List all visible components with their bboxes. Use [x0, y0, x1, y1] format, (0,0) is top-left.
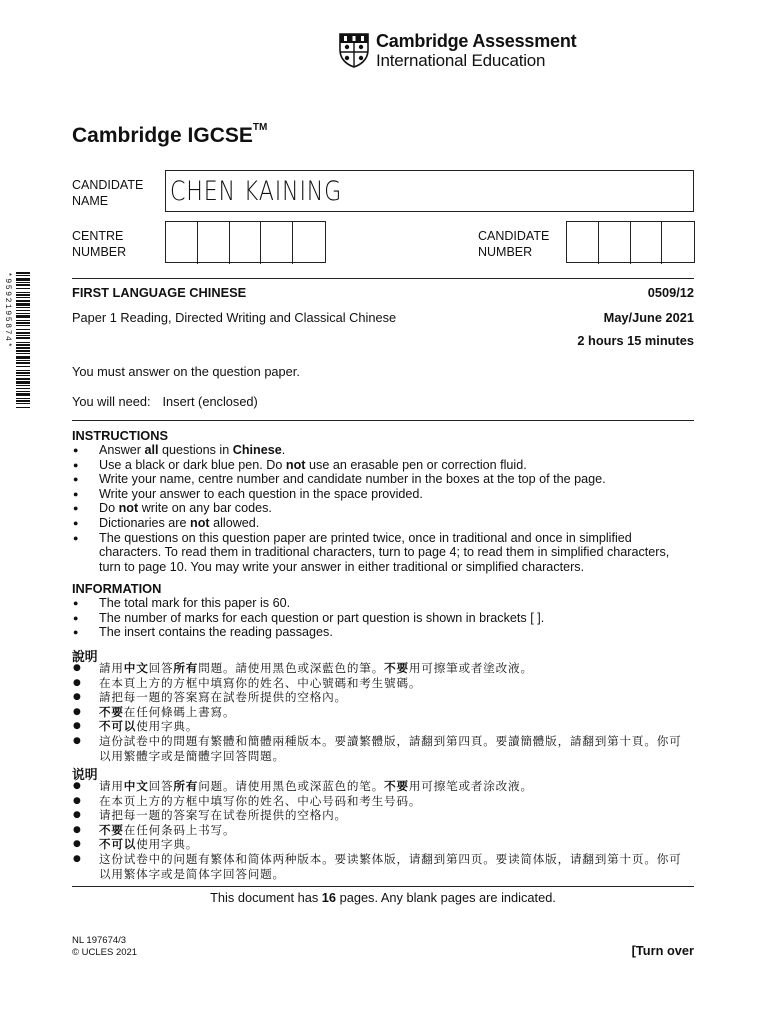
barcode-number: *9592195874* [3, 272, 12, 349]
centre-number-label: CENTRE NUMBER [72, 229, 127, 259]
information-list [72, 596, 694, 640]
trademark-mark: TM [252, 122, 268, 133]
logo-subtitle: International Education [376, 51, 546, 70]
list-item: ● Dictionaries are not allowed. [72, 516, 694, 531]
document-reference: NL 197674/3 [72, 935, 127, 946]
paper-code: 0509/12 [647, 285, 694, 300]
list-item: ● 請把每一題的答案寫在試卷所提供的空格內。 [72, 690, 688, 705]
candidate-name-label: CANDIDATE NAME [72, 178, 144, 208]
list-item: ● Write your answer to each question in the space provided. [72, 487, 694, 502]
candidate-number-label: CANDIDATE NUMBER [478, 229, 550, 259]
list-item: ● 请用中文回答所有问题。请使用黑色或深蓝色的笔。不要用可擦笔或者涂改液。 [72, 779, 688, 794]
cambridge-crest-icon [338, 32, 370, 68]
answer-note: You must answer on the question paper. [72, 364, 300, 379]
list-item: ● 不可以使用字典。 [72, 719, 688, 734]
list-item: ● 这份试卷中的问题有繁体和简体两种版本。要读繁体版，请翻到第四页。要读简体版，请翻到第十页。你可以用繁体字或是简体字回答问题。 [72, 852, 688, 881]
traditional-instructions-list [72, 661, 688, 763]
candidate-number-box[interactable] [631, 222, 663, 264]
turn-over-note: [Turn over [631, 943, 694, 958]
list-item: ● The total mark for this paper is 60. [72, 596, 694, 611]
candidate-number-box[interactable] [599, 222, 631, 264]
list-item: ● 不要在任何条码上书写。 [72, 823, 688, 838]
candidate-name-field[interactable] [165, 170, 694, 212]
centre-number-box[interactable] [230, 222, 262, 264]
information-heading: INFORMATION [72, 581, 162, 596]
centre-number-box[interactable] [166, 222, 198, 264]
list-item: ● 不可以使用字典。 [72, 837, 688, 852]
divider [72, 420, 694, 421]
qualification-title: Cambridge IGCSE™ [72, 122, 268, 147]
list-item: ● The number of marks for each question or part question is shown in brackets [ ]. [72, 611, 694, 626]
simplified-instructions-list [72, 779, 688, 881]
centre-number-box[interactable] [293, 222, 325, 264]
candidate-number-box[interactable] [567, 222, 599, 264]
exam-duration: 2 hours 15 minutes [577, 333, 694, 348]
logo-title: Cambridge Assessment [376, 31, 577, 51]
list-item: ● 在本頁上方的方框中填寫你的姓名、中心號碼和考生號碼。 [72, 676, 688, 691]
candidate-number-boxes[interactable] [566, 221, 695, 263]
exam-session: May/June 2021 [603, 310, 694, 325]
list-item: ● Do not write on any bar codes. [72, 501, 694, 516]
list-item: ● 请把每一题的答案写在试卷所提供的空格内。 [72, 808, 688, 823]
list-item: ● Use a black or dark blue pen. Do not use an erasable pen or correction fluid. [72, 458, 694, 473]
simplified-heading: 说明 [72, 768, 98, 783]
instructions-heading: INSTRUCTIONS [72, 428, 168, 443]
materials-note: You will need: Insert (enclosed) [72, 394, 258, 409]
list-item: ● The insert contains the reading passages. [72, 625, 694, 640]
divider [72, 278, 694, 279]
page-count-note: This document has 16 pages. Any blank pages are indicated. [210, 890, 556, 905]
list-item: ● The questions on this question paper are printed twice, once in traditional and once in simplified characters. To read them in traditional characters, turn to page 4; to read them in simplified characters, turn to page 10. You may write your answer in either traditional or simplified characters. [72, 531, 694, 575]
paper-title: Paper 1 Reading, Directed Writing and Classical Chinese [72, 310, 397, 325]
list-item: ● 這份試卷中的問題有繁體和簡體兩種版本。要讀繁體版，請翻到第四頁。要讀簡體版，請翻到第十頁。你可以用繁體字或是簡體字回答問題。 [72, 734, 688, 763]
subject-title: FIRST LANGUAGE CHINESE [72, 285, 247, 300]
candidate-number-box[interactable] [662, 222, 694, 264]
centre-number-box[interactable] [261, 222, 293, 264]
centre-number-boxes[interactable] [165, 221, 326, 263]
instructions-list [72, 443, 694, 574]
list-item: ● 請用中文回答所有問題。請使用黑色或深藍色的筆。不要用可擦筆或者塗改液。 [72, 661, 688, 676]
traditional-heading: 說明 [72, 650, 98, 665]
copyright: © UCLES 2021 [72, 947, 138, 958]
list-item: ● Answer all questions in Chinese. [72, 443, 694, 458]
list-item: ● 在本页上方的方框中填写你的姓名、中心号码和考生号码。 [72, 794, 688, 809]
candidate-name-handwriting: CHEN KAINING [170, 176, 343, 207]
centre-number-box[interactable] [198, 222, 230, 264]
list-item: ● 不要在任何條碼上書寫。 [72, 705, 688, 720]
list-item: ● Write your name, centre number and candidate number in the boxes at the top of the page. [72, 472, 694, 487]
divider [72, 886, 694, 887]
